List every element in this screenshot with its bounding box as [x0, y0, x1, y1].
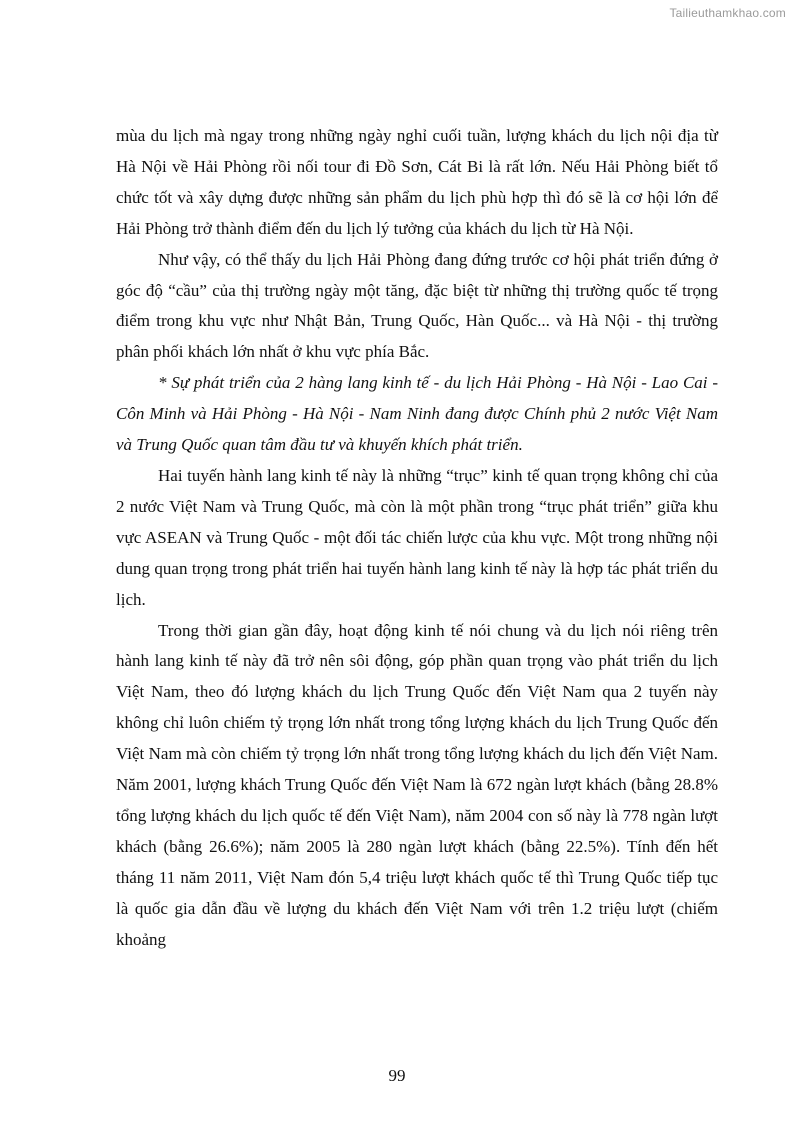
paragraph-2: Như vậy, có thể thấy du lịch Hải Phòng đang đứng trước cơ hội phát triển đứng ở góc độ “cầu” của thị trường ngày một tăng, đặc biệt từ những thị trường quốc tế trọng điểm trong khu vực như Nhật Bản, Trung Quốc, Hàn Quốc... và Hà Nội - thị trường phân phối khách lớn nhất ở khu vực phía Bắc.	[116, 249, 718, 362]
paragraph-4: Hai tuyến hành lang kinh tế này là những “trục” kinh tế quan trọng không chỉ của 2 nước Việt Nam và Trung Quốc, mà còn là một phần trong “trục phát triển” giữa khu vực ASEAN và Trung Quốc - một đối tác chiến lược của khu vực. Một trong những nội dung quan trọng trong phát triển hai tuyến hành lang kinh tế này là hợp tác phát triển du lịch.	[116, 465, 718, 609]
paragraph-1: mùa du lịch mà ngay trong những ngày nghỉ cuối tuần, lượng khách du lịch nội địa từ Hà Nội về Hải Phòng rồi nối tour đi Đồ Sơn, Cát Bi là rất lớn. Nếu Hải Phòng biết tổ chức tốt và xây dựng được những sản phẩm du lịch phù hợp thì đó sẽ là cơ hội lớn để Hải Phòng trở thành điểm đến du lịch lý tưởng của khách du lịch từ Hà Nội.	[116, 126, 718, 238]
paragraph-3-italic-heading: * Sự phát triển của 2 hàng lang kinh tế - du lịch Hải Phòng - Hà Nội - Lao Cai - Côn Minh và Hải Phòng - Hà Nội - Nam Ninh đang được Chính phủ 2 nước Việt Nam và Trung Quốc quan tâm đầu tư và khuyến khích phát triển.	[116, 373, 718, 455]
watermark-text: Tailieuthamkhao.com	[669, 6, 786, 20]
document-body	[116, 121, 718, 955]
paragraph-5: Trong thời gian gần đây, hoạt động kinh tế nói chung và du lịch nói riêng trên hành lang kinh tế này đã trở nên sôi động, góp phần quan trọng vào phát triển du lịch Việt Nam, theo đó lượng khách du lịch Trung Quốc đến Việt Nam qua 2 tuyến này không chỉ luôn chiếm tỷ trọng lớn nhất trong tổng lượng khách du lịch Trung Quốc đến Việt Nam mà còn chiếm tỷ trọng lớn nhất trong tổng lượng khách du lịch đến Việt Nam. Năm 2001, lượng khách Trung Quốc đến Việt Nam là 672 ngàn lượt khách (bằng 28.8% tổng lượng khách du lịch quốc tế đến Việt Nam), năm 2004 con số này là 778 ngàn lượt khách (bằng 26.6%); năm 2005 là 280 ngàn lượt khách (bằng 22.5%). Tính đến hết tháng 11 năm 2011, Việt Nam đón 5,4 triệu lượt khách quốc tế thì Trung Quốc tiếp tục là quốc gia dẫn đầu về lượng du khách đến Việt Nam với trên 1.2 triệu lượt (chiếm khoảng	[116, 620, 718, 949]
page-number: 99	[388, 1066, 406, 1085]
